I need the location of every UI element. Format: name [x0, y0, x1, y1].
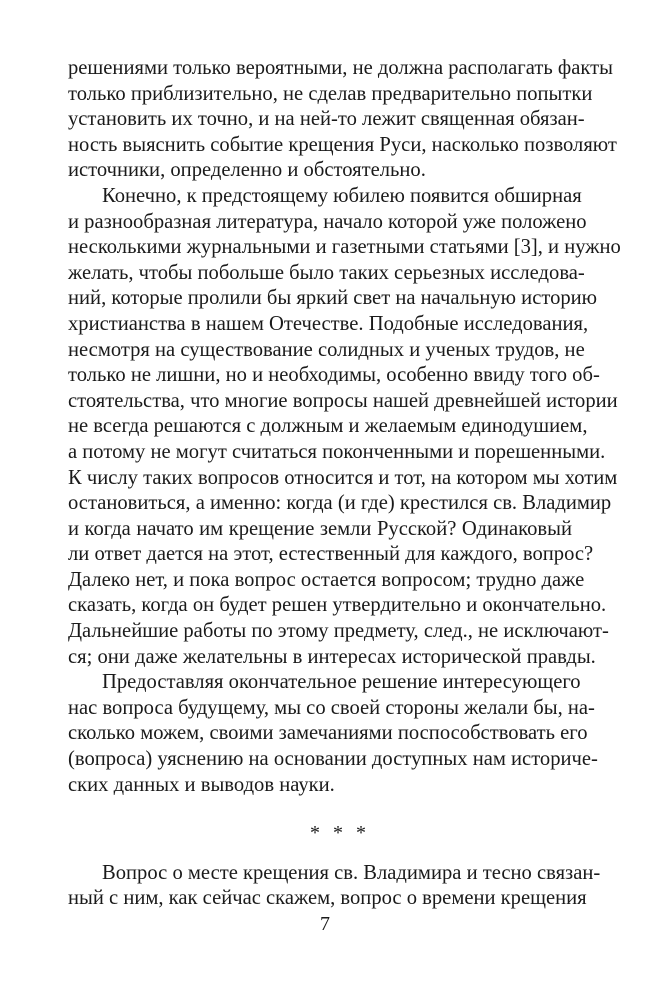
paragraph-4 — [68, 861, 601, 912]
text-line: желать, чтобы побольше было таких серьезных исследова- — [68, 261, 585, 284]
text-line: сказать, когда он будет решен утвердительно и окончательно. — [68, 594, 607, 617]
paragraph-2 — [68, 184, 621, 670]
text-line: только приблизительно, не сделав предварительно попытки — [68, 82, 593, 105]
text-line: не всегда решаются с должным и желаемым единодушием, — [68, 415, 588, 438]
section-separator: * * * — [310, 822, 370, 845]
text-line: решениями только вероятными, не должна располагать факты — [68, 57, 613, 79]
text-line: ность выяснить событие крещения Руси, насколько позволяют — [68, 133, 617, 156]
text-line: ный с ним, как сейчас скажем, вопрос о времени крещения — [68, 887, 587, 910]
page-number: 7 — [320, 913, 330, 935]
text-line: источники, определенно и обстоятельно. — [68, 159, 426, 182]
paragraph-1 — [68, 56, 617, 184]
text-line: Предоставляя окончательное решение интересующего — [102, 671, 581, 694]
text-line: несколькими журнальными и газетными статьями [3], и нужно — [68, 236, 621, 259]
text-line: христианства в нашем Отечестве. Подобные исследования, — [68, 312, 589, 335]
text-line: только не лишни, но и необходимы, особенно ввиду того об- — [68, 364, 600, 387]
text-line: стоятельства, что многие вопросы нашей древнейшей истории — [68, 389, 618, 412]
text-line: (вопроса) уяснению на основании доступных нам историче- — [68, 748, 598, 771]
text-line: несмотря на существование солидных и ученых трудов, не — [68, 338, 585, 361]
text-line: Конечно, к предстоящему юбилею появится обширная — [102, 184, 582, 207]
text-line: установить их точно, и на ней-то лежит священная обязан- — [68, 108, 585, 131]
text-line: и разнообразная литература, начало которой уже положено — [68, 210, 587, 233]
text-line: и когда начато им крещение земли Русской? Одинаковый — [68, 517, 572, 540]
page-body — [68, 56, 621, 912]
paragraph-3 — [68, 670, 598, 798]
text-line: ний, которые пролили бы яркий свет на начальную историю — [68, 287, 598, 310]
text-line: а потому не могут считаться поконченными и порешенными. — [68, 440, 606, 463]
text-line: сколько можем, своими замечаниями поспособствовать его — [68, 722, 588, 745]
text-line: ся; они даже желательны в интересах исторической правды. — [68, 645, 596, 668]
text-line: нас вопроса будущему, мы со своей стороны желали бы, на- — [68, 696, 595, 719]
text-line: ских данных и выводов науки. — [68, 773, 335, 796]
text-line: Далеко нет, и пока вопрос остается вопросом; трудно даже — [68, 568, 585, 591]
text-line: К числу таких вопросов относится и тот, на котором мы хотим — [68, 466, 618, 489]
text-line: Вопрос о месте крещения св. Владимира и тесно связан- — [102, 861, 601, 884]
text-line: Дальнейшие работы по этому предмету, след., не исключают- — [68, 620, 609, 643]
text-line: остановиться, а именно: когда (и где) крестился св. Владимир — [68, 492, 612, 515]
text-line: ли ответ дается на этот, естественный для каждого, вопрос? — [68, 543, 594, 566]
